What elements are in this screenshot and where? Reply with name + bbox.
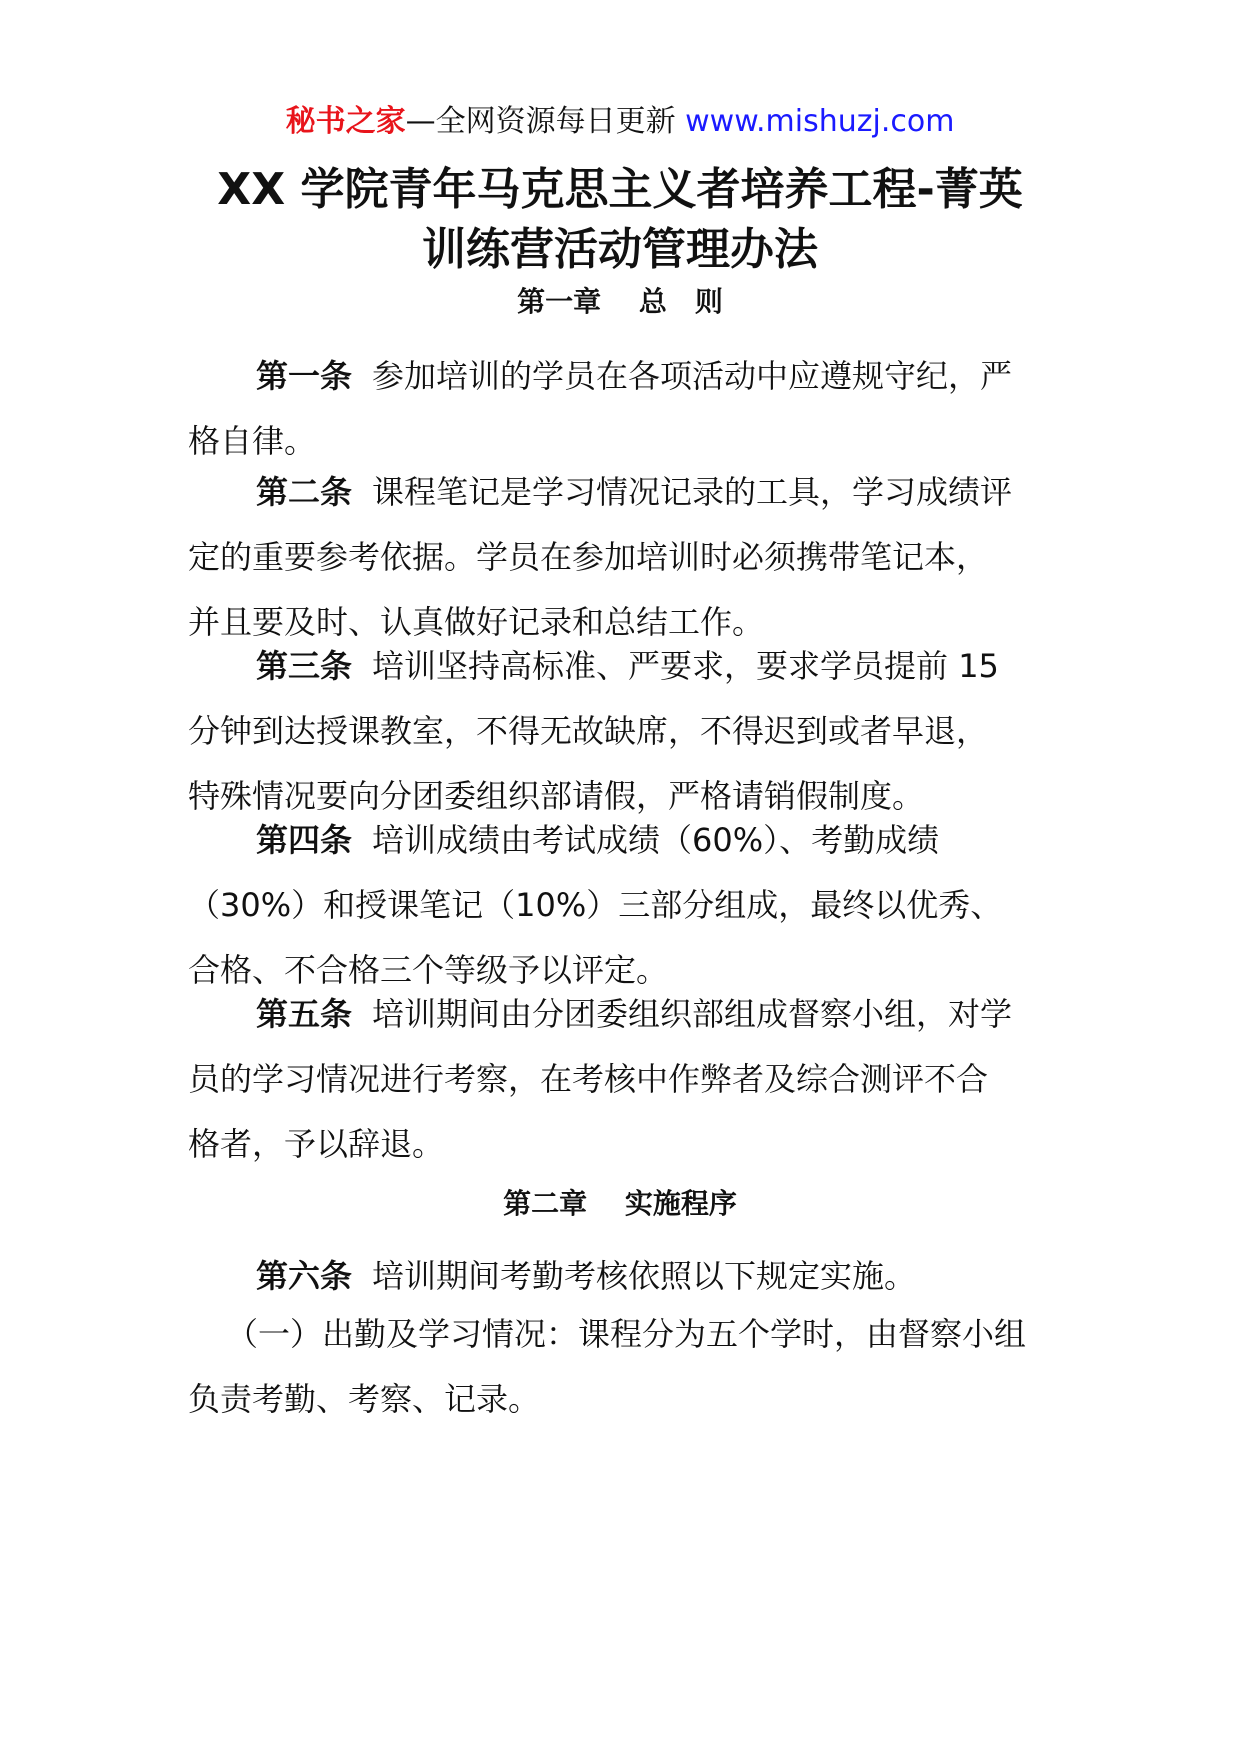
article-6-line-1: 培训期间考勤考核依照以下规定实施。 [372,1257,917,1295]
article-1-line-1: 参加培训的学员在各项活动中应遵规守纪，严 [372,357,1013,395]
article-2-line-2: 定的重要参考依据。学员在参加培训时必须携带笔记本， [188,538,989,576]
site-url-link[interactable]: www.mishuzj.com [685,104,955,139]
article-2 [188,460,1058,655]
title-line-1: XX 学院青年马克思主义者培养工程-菁英 [217,164,1023,215]
article-3-label: 第三条 [256,647,353,685]
article-1-label: 第一条 [256,357,353,395]
article-2-label: 第二条 [256,473,353,511]
chapter-1-number: 第一章 [517,285,602,318]
item-1-line-1: （一）出勤及学习情况：课程分为五个学时，由督察小组 [226,1315,1027,1353]
article-4 [188,808,1058,1003]
article-2-line-1: 课程笔记是学习情况记录的工具，学习成绩评 [372,473,1013,511]
article-3-line-1: 培训坚持高标准、严要求，要求学员提前 15 [372,647,999,685]
chapter-2-number: 第二章 [503,1187,588,1220]
article-2-line-3: 并且要及时、认真做好记录和总结工作。 [188,603,765,641]
title-line-2: 训练营活动管理办法 [422,224,818,275]
article-5 [188,982,1058,1177]
article-4-line-1: 培训成绩由考试成绩（60%）、考勤成绩 [372,821,940,859]
chapter-1-name: 总 则 [638,285,723,318]
item-1-line-2: 负责考勤、考察、记录。 [188,1380,541,1418]
chapter-2-heading [0,1184,1240,1224]
article-1-line-2: 格自律。 [188,422,317,460]
article-6-label: 第六条 [256,1257,353,1295]
article-1 [188,344,1058,474]
article-6 [188,1244,1058,1309]
article-5-line-3: 格者，予以辞退。 [188,1125,445,1163]
document-title [150,160,1090,280]
article-4-line-2: （30%）和授课笔记（10%）三部分组成，最终以优秀、 [188,886,1003,924]
article-3-line-3: 特殊情况要向分团委组织部请假，严格请销假制度。 [188,777,925,815]
article-4-line-3: 合格、不合格三个等级予以评定。 [188,951,669,989]
site-tagline: —全网资源每日更新 [405,104,676,139]
article-5-line-2: 员的学习情况进行考察，在考核中作弊者及综合测评不合 [188,1060,989,1098]
article-5-line-1: 培训期间由分团委组织部组成督察小组，对学 [372,995,1013,1033]
chapter-1-heading [0,282,1240,322]
article-3 [188,634,1058,829]
site-header [0,100,1240,144]
article-5-label: 第五条 [256,995,353,1033]
article-4-label: 第四条 [256,821,353,859]
site-brand: 秘书之家 [285,104,406,139]
chapter-2-name: 实施程序 [624,1187,737,1220]
article-3-line-2: 分钟到达授课教室，不得无故缺席，不得迟到或者早退， [188,712,989,750]
item-1 [188,1302,1058,1432]
